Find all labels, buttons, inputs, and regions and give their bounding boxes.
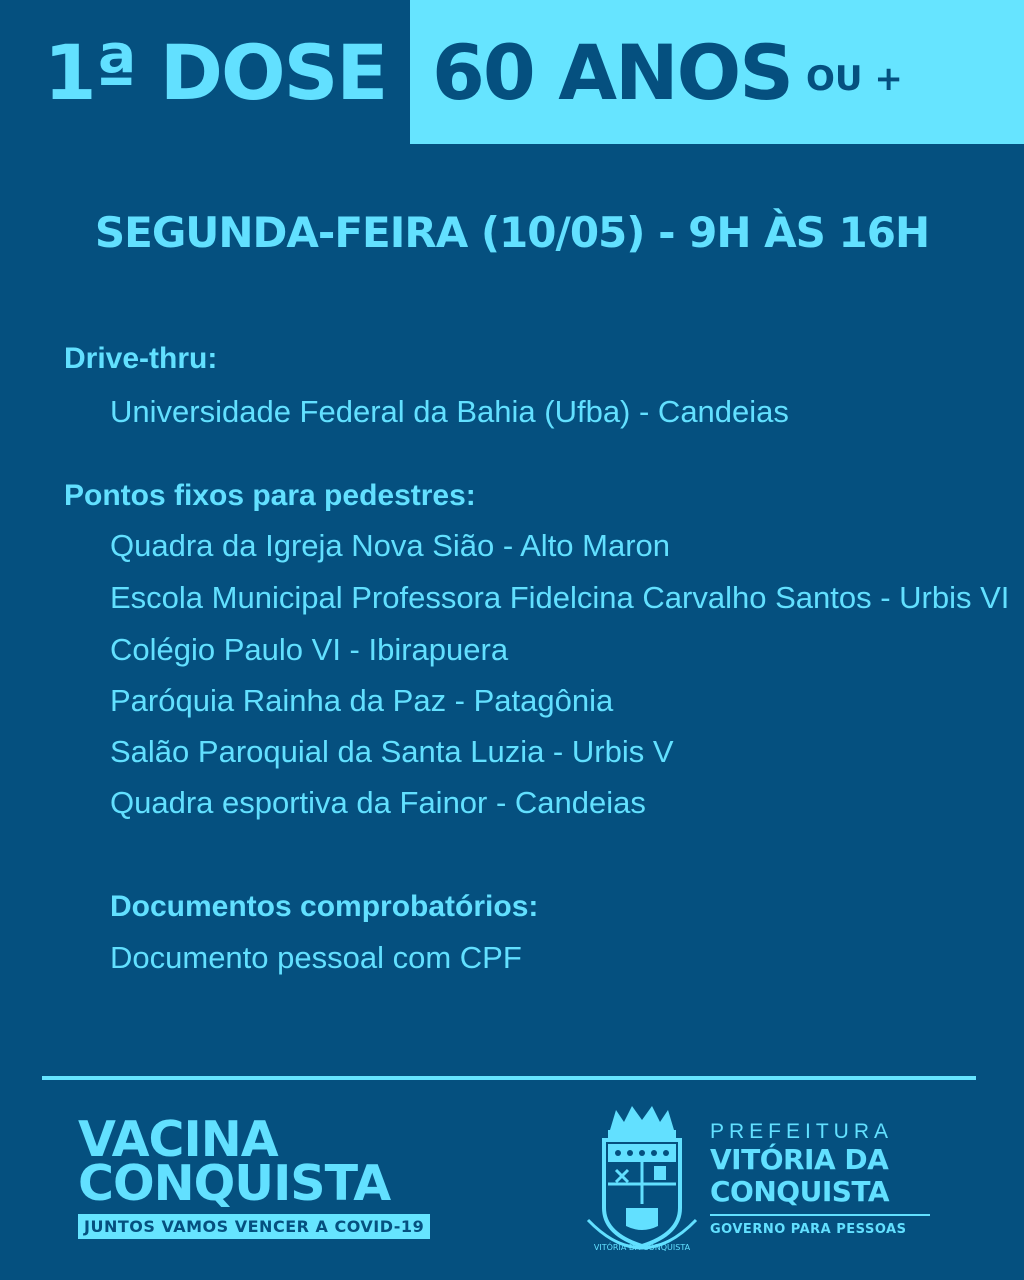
city-crest-icon (582, 1100, 702, 1260)
vacina-logo-line2: CONQUISTA (78, 1155, 391, 1212)
age-suffix: OU + (806, 59, 903, 99)
pedestrian-item: Quadra da Igreja Nova Sião - Alto Maron (110, 528, 671, 563)
drive-thru-item: Universidade Federal da Bahia (Ufba) - Candeias (110, 394, 789, 429)
pedestrian-item: Escola Municipal Professora Fidelcina Carvalho Santos - Urbis VI (110, 580, 1010, 615)
drive-thru-heading: Drive-thru: (64, 342, 218, 375)
prefeitura-city-line1: VITÓRIA DA (710, 1143, 889, 1176)
vacina-conquista-logo (78, 1111, 460, 1239)
prefeitura-logo (710, 1120, 950, 1237)
prefeitura-tagline: GOVERNO PARA PESSOAS (710, 1222, 907, 1237)
age-header (410, 0, 1024, 144)
schedule-line: SEGUNDA-FEIRA (10/05) - 9H ÀS 16H (94, 208, 930, 257)
vacina-logo-tagline: JUNTOS VAMOS VENCER A COVID-19 (78, 1214, 430, 1239)
pedestrian-item: Quadra esportiva da Fainor - Candeias (110, 785, 646, 820)
crest-ribbon-text: VITÓRIA DA CONQUISTA (593, 1243, 691, 1252)
pedestrian-heading: Pontos fixos para pedestres: (64, 479, 476, 512)
age-title: 60 ANOS (432, 27, 792, 117)
prefeitura-label: PREFEITURA (710, 1120, 894, 1143)
documents-heading: Documentos comprobatórios: (110, 890, 539, 923)
prefeitura-rule (710, 1214, 930, 1216)
dose-title: 1ª DOSE (43, 27, 387, 117)
footer-divider (42, 1076, 976, 1080)
vacina-logo-line1: VACINA (78, 1111, 278, 1168)
prefeitura-city-line2: CONQUISTA (710, 1175, 890, 1208)
pedestrian-item: Paróquia Rainha da Paz - Patagônia (110, 683, 614, 718)
documents-item: Documento pessoal com CPF (110, 940, 522, 975)
pedestrian-item: Colégio Paulo VI - Ibirapuera (110, 632, 509, 667)
dose-header (0, 0, 410, 144)
pedestrian-item: Salão Paroquial da Santa Luzia - Urbis V (110, 734, 674, 769)
